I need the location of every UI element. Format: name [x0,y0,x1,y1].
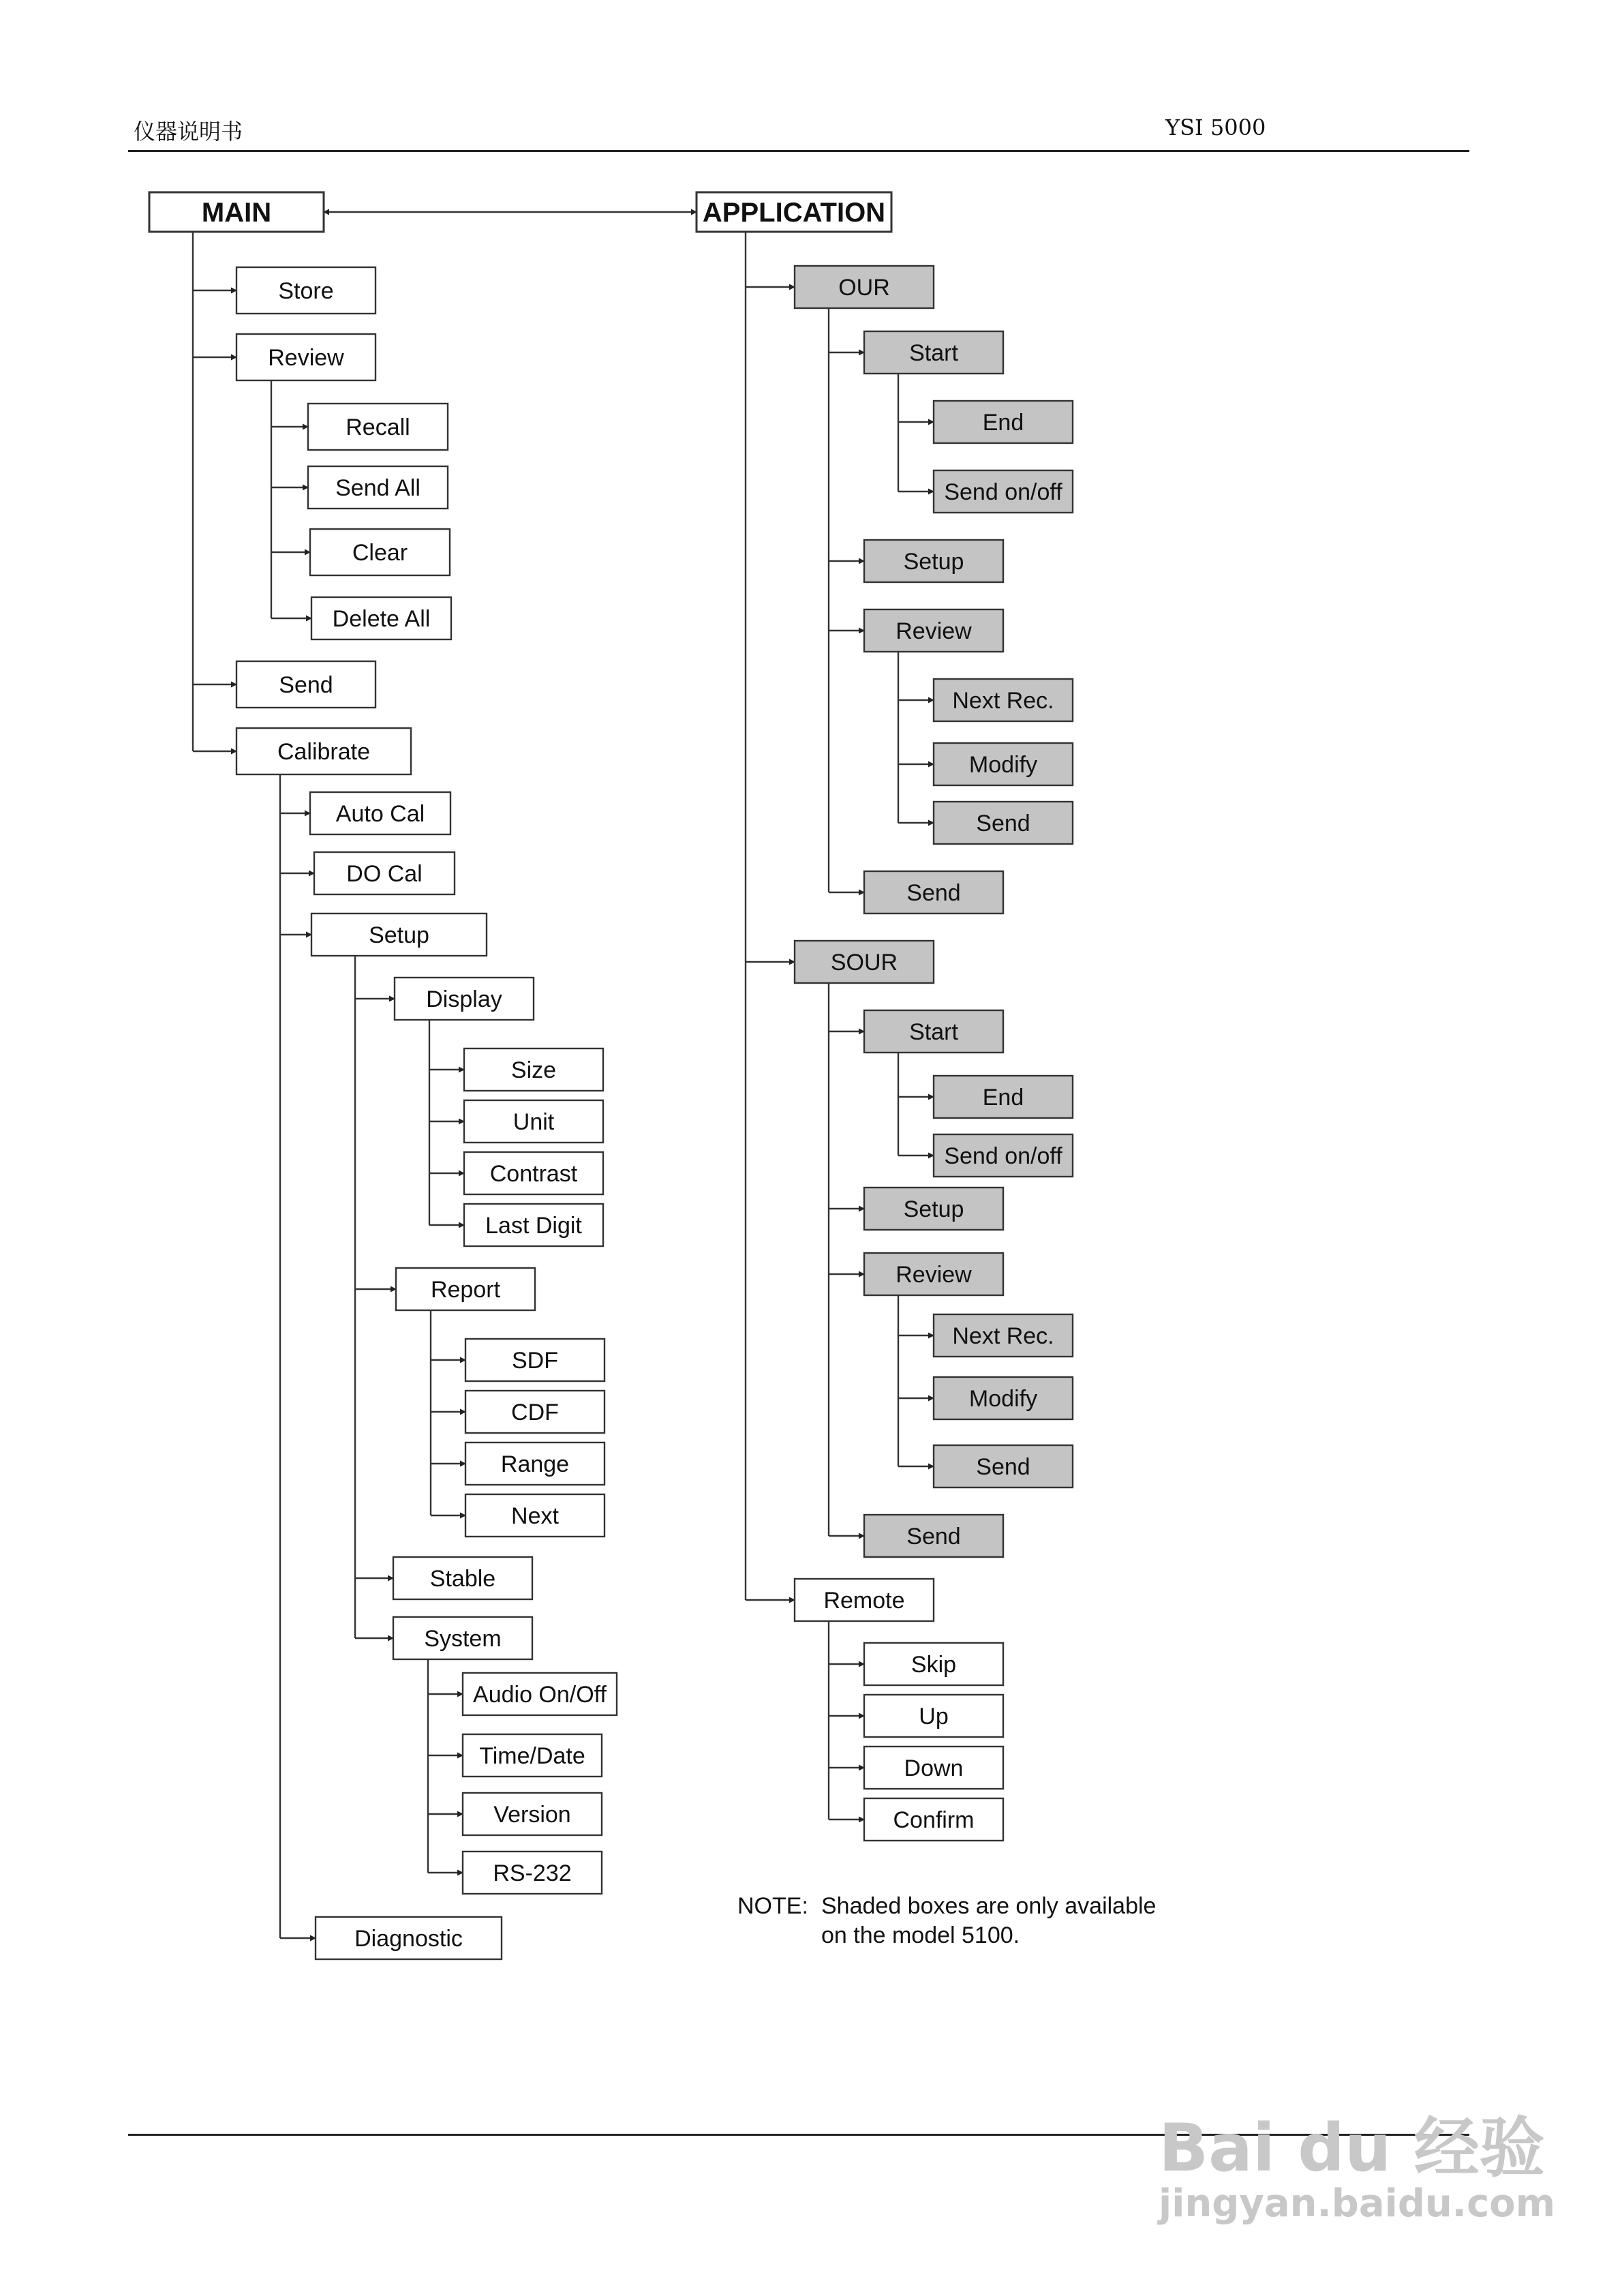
version-box-label: Version [493,1802,571,1828]
contrast-box [464,1152,603,1194]
send-box [236,661,376,708]
unit-box [464,1100,603,1143]
setup-box [311,913,487,956]
sour-send-onoff-box-label: Send on/off [944,1143,1062,1169]
note-label: NOTE: [737,1893,808,1919]
down-box-label: Down [904,1755,964,1781]
main-box-label: MAIN [201,198,272,228]
up-box-label: Up [919,1704,949,1729]
sour-send-onoff-box [934,1134,1073,1177]
our-start-box-label: Start [909,340,958,366]
contrast-box-label: Contrast [489,1161,578,1187]
audio-box [463,1673,617,1715]
next-box [465,1494,605,1537]
clear-box-label: Clear [352,540,408,566]
recall-box [308,404,448,450]
do-cal-box-label: DO Cal [346,861,423,887]
diagnostic-box-label: Diagnostic [354,1926,463,1952]
our-box [795,266,934,308]
our-send-onoff-box-label: Send on/off [944,479,1062,505]
our-end-box [934,401,1073,443]
application-box-label: APPLICATION [702,198,886,228]
review-box [236,334,376,380]
calibrate-box-label: Calibrate [277,739,371,765]
report-box [396,1268,535,1310]
calibrate-box [236,728,411,774]
rs232-box-label: RS-232 [493,1860,572,1886]
store-box [236,267,376,314]
watermark-url: jingyan.baidu.com [1159,2181,1556,2226]
our-send-box [864,871,1003,913]
sour-start-box-label: Start [909,1019,958,1045]
down-box [864,1747,1003,1789]
our-setup-box [864,540,1003,582]
skip-box-label: Skip [911,1652,957,1678]
our-end-box-label: End [982,410,1024,436]
header-left: 仪器说明书 [134,119,243,145]
range-box [465,1442,605,1485]
delete-all-box-label: Delete All [332,606,431,632]
recall-box-label: Recall [346,414,410,440]
audio-box-label: Audio On/Off [473,1682,607,1708]
diagnostic-box [316,1917,502,1959]
last-digit-box-label: Last Digit [485,1213,582,1239]
confirm-box [864,1798,1003,1841]
range-box-label: Range [500,1451,570,1477]
our-review-box [864,609,1003,652]
last-digit-box [464,1204,603,1246]
sour-rev-send-box [934,1445,1073,1487]
sour-rev-send-box-label: Send [976,1454,1030,1480]
confirm-box-label: Confirm [893,1807,975,1833]
watermark-brand: Bai du 经验 [1159,2110,1545,2186]
our-modify-box-label: Modify [968,752,1038,778]
system-box-label: System [424,1626,502,1652]
clear-box [310,529,450,575]
our-send-box-label: Send [906,880,961,906]
store-box-label: Store [278,278,334,304]
note-line-1: Shaded boxes are only available [821,1893,1157,1919]
our-rev-send-box [934,802,1073,844]
sour-box [795,941,934,983]
sour-review-box-label: Review [896,1262,972,1288]
menu-boxes [149,192,1073,1959]
cdf-box-label: CDF [511,1400,559,1425]
sdf-box-label: SDF [512,1348,558,1374]
size-box-label: Size [510,1057,557,1083]
remote-box-label: Remote [823,1588,905,1614]
rs232-box [463,1852,602,1894]
time-date-box [463,1734,602,1777]
next-box-label: Next [511,1503,559,1529]
sour-end-box [934,1076,1073,1118]
setup-box-label: Setup [369,922,429,948]
auto-cal-box-label: Auto Cal [335,801,425,827]
sour-send-box [864,1515,1003,1557]
send-all-box [308,466,448,509]
unit-box-label: Unit [512,1109,555,1135]
sour-start-box [864,1010,1003,1053]
report-box-label: Report [430,1277,501,1303]
size-box [464,1048,603,1091]
time-date-box-label: Time/Date [479,1743,585,1769]
sour-end-box-label: End [982,1085,1024,1111]
delete-all-box [311,597,451,639]
sour-modify-box [934,1377,1073,1419]
display-box-label: Display [426,986,502,1012]
sour-setup-box-label: Setup [903,1196,964,1222]
review-box-label: Review [268,345,344,371]
sour-next-rec-box-label: Next Rec. [952,1323,1054,1349]
send-all-box-label: Send All [335,475,420,501]
sour-modify-box-label: Modify [968,1386,1038,1412]
our-rev-send-box-label: Send [976,811,1030,836]
version-box [463,1793,602,1835]
application-box [697,192,891,232]
sour-send-box-label: Send [906,1524,961,1550]
sdf-box [465,1339,605,1381]
our-next-rec-box [934,679,1073,721]
stable-box [393,1557,532,1599]
our-next-rec-box-label: Next Rec. [952,688,1054,714]
sour-next-rec-box [934,1314,1073,1357]
send-box-label: Send [279,672,333,698]
do-cal-box [314,852,455,894]
display-box [395,978,534,1020]
note-line-2: on the model 5100. [821,1922,1020,1948]
our-modify-box [934,743,1073,785]
main-box [149,192,324,232]
our-setup-box-label: Setup [903,549,964,575]
our-send-onoff-box [934,470,1073,513]
cdf-box [465,1391,605,1433]
up-box [864,1695,1003,1737]
our-start-box [864,331,1003,374]
our-review-box-label: Review [896,618,972,644]
system-box [393,1617,532,1659]
sour-review-box [864,1253,1003,1295]
auto-cal-box [310,792,450,834]
skip-box [864,1643,1003,1685]
stable-box-label: Stable [429,1566,496,1592]
sour-setup-box [864,1188,1003,1230]
remote-box [795,1579,934,1621]
header-right: YSI 5000 [1165,115,1266,140]
our-box-label: OUR [838,275,890,301]
sour-box-label: SOUR [830,950,898,976]
